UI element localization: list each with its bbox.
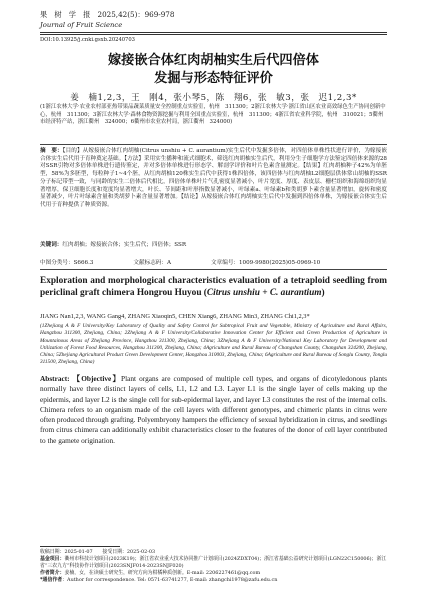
authors-en: JIANG Nan1,2,3, WANG Gang4, ZHANG Xiaoqin5, CHEN Xiang6, ZHANG Min3, ZHANG Chi1,2,3* bbox=[40, 313, 310, 320]
class-number: 中图分类号：S666.3 bbox=[40, 260, 94, 266]
footnotes bbox=[40, 549, 387, 584]
foot-fund-label: 基金项目： bbox=[40, 556, 65, 562]
abstract-en-label: Abstract: bbox=[40, 374, 70, 383]
title-en bbox=[40, 275, 387, 300]
foot-author-text: 姜楠，女，在读硕士研究生，研究方向为柑橘种质创新。E-mail: 2206227461@qq.com bbox=[64, 570, 261, 576]
abstract-cn bbox=[40, 148, 387, 210]
foot-received: 收稿日期：2025-01-07 接受日期：2025-02-03 bbox=[40, 549, 156, 555]
foot-corr: *通信作者：Author for correspondence. Tel: 0571-63741277, E-mail: zhangchi1978@zafu.edu.cn bbox=[40, 577, 278, 583]
title-cn bbox=[40, 52, 387, 88]
abstract-bottom-rule bbox=[40, 269, 387, 270]
footnote-rule bbox=[40, 546, 120, 547]
abstract-en bbox=[40, 374, 387, 446]
header-rule-thin bbox=[40, 34, 387, 35]
title-en-species: Citrus unshiu + C. aurantium bbox=[206, 288, 322, 299]
doc-code: 文献标志码：A bbox=[133, 260, 172, 266]
title-cn-line1: 嫁接嵌合体红肉胡柚实生后代四倍体 bbox=[108, 53, 319, 68]
affiliations-cn: (1浙江农林大学·农业农村部亚热带果品蔬菜质量安全控制重点实验室，杭州 311300；2浙江农林大学·浙江省山区农业高效绿色生产协同创新中心，杭州 311300；3浙江农林大学·森林食物资源挖掘与利用全国重点实验室，杭州 311300；4浙江省农业科学院，杭州 310021；5衢州市经济特产站，浙江衢州 324000；6衢州市农业农村局，浙江衢州 324000) bbox=[40, 104, 386, 126]
foot-corr-text[interactable]: Author for correspondence. Tel: 0571-63741277, E-mail: zhangchi1978@zafu.edu.cn bbox=[67, 577, 278, 583]
abstract-en-text: Plant organs are composed of multiple cell types, and organs of dicotyledonous plants normally have three distinct layers of cells, L1, L2 and L3. Layer L1 is the single layer of cells making up the epidermis, and layer L2 is the single cell for sub-epidermal layer, and layer L3 constitutes the rest of the internal cells. Chimera refers to an organism made of the cell layers with different genotypes, and chimeric plants in citrus were often produced through grafting. Polyembryony hampers the efficiency of sexual hybridization in citrus, and seedlings from citrus chimera can additionally exhibit characteristics closer to the features of the donor of cell layer contributed to the gamete origination. bbox=[40, 374, 387, 445]
classification-row bbox=[40, 258, 387, 266]
keywords-cn-label: 关键词： bbox=[40, 242, 63, 248]
foot-fund-text: 衢州市科技计划项目(2023K19)；浙江省农业重大技术协同推广计划项目(2024ZDXT04)；浙江省基础公益研究计划项目(LGN22C150006)；浙江省“三农九方”科技协作计划项目(2023SNJF014-2023SNJF020) bbox=[40, 556, 387, 569]
article-number: 文章编号：1009-9980(2025)05-0969-10 bbox=[211, 260, 321, 266]
journal-name-cn: 果 树 学 报 2025,42(5)：969-978 bbox=[40, 10, 175, 19]
abstract-cn-text: 【目的】从嫁接嵌合体红肉胡柚(Citrus unshiu + C. aurantium)实生后代中发掘多倍体，对四倍体单株性状进行评价，为嫁接嵌合体实生后代用于育种奠定基础。【方法】采用实生播种和流式细胞术，筛选红肉胡柚实生后代，利用分生子细胞学方法鉴定四倍体来源的28对SSR引物对多倍体单株进行遗传鉴定，并对多倍体单株进行形态学、解剖学评价和叶片色素含量测定。【结果】红肉胡柚种子42%为单胚型，58%为多胚型，每粒种子1~4个胚，从红肉胡柚120株实生后代中获得1株四倍体，该四倍体与红肉胡柚L2细胞层供体常山胡柚的SSR分子标记带型一致，与同龄的实生二倍体后代相比，四倍体单株叶片气孔密度显著减小，叶片宽度、厚度、表皮层、栅栏组织和海绵组织均显著增厚，保卫细胞长度和宽度均显著增大，叶长、节间距和叶形指数显著减小，叶绿素a、叶绿素b和类胡萝卜素含量显著增加，旋转和密度显著减少，叶片叶绿素含量和类胡萝卜素含量显著增加。【结论】从嫁接嵌合体红肉胡柚实生后代中发掘到四倍体单株，为嫁接嵌合体实生后代用于育种提供了种质资源。 bbox=[40, 148, 387, 208]
foot-corr-label: *通信作者 bbox=[40, 577, 63, 583]
title-en-part1: Exploration and morphological characteristics evaluation of a tetraploid seedling from periclinal graft chimera Hongrou Huyou ( bbox=[40, 276, 387, 299]
foot-author-label: 作者简介： bbox=[40, 570, 65, 576]
keywords-cn-text: 红肉胡柚；嫁接嵌合体；实生后代；四倍体；SSR bbox=[62, 242, 187, 248]
journal-header bbox=[40, 10, 174, 30]
keywords-cn bbox=[40, 242, 387, 250]
authors-cn: 姜 楠1,2,3，王 刚4，张小琴5，陈 翔6，张 敏3，张 迟1,2,3* bbox=[70, 93, 357, 103]
header-rule bbox=[40, 32, 387, 33]
title-en-part2: ) bbox=[321, 288, 325, 299]
title-cn-line2: 发掘与形态特征评价 bbox=[154, 71, 273, 86]
foot-author bbox=[40, 570, 387, 577]
doi[interactable]: DOI:10.13925/j.cnki.gsxb.20240703 bbox=[40, 37, 135, 43]
foot-fund bbox=[40, 556, 387, 570]
abstract-top-rule bbox=[40, 144, 387, 145]
abstract-en-objective: 【Objective】 bbox=[72, 374, 122, 383]
affiliations-en: (1Zhejiang A & F University/Key Laboratory of Quality and Safety Control for Subtropical Fruit and Vegetable, Ministry of Agriculture and Rural Affairs, Hangzhou 311300, Zhejiang, China; 2Zhejiang A & F University/Collaborative Innovation Center for Efficient and Green Production of Agriculture in Mountainous Areas of Zhejiang Province, Hangzhou 311300, Zhejiang, China; 3Zhejiang A & F University/National Key Laboratory for Development and Utilization of Forest Food Resources, Hangzhou 311300, Zhejiang, China; 4Agriculture and Rural Bureau of Changshan County, Changshan 324200, Zhejiang, China; 5Zhejiang Agricultural Product Green Development Center, Hangzhou 310003, Zhejiang, China; 6Agriculture and Rural Bureau of Songlu County, Tonglu 311500, Zhejiang, China) bbox=[40, 323, 387, 366]
journal-name-en: Journal of Fruit Science bbox=[40, 21, 123, 29]
abstract-cn-label: 摘 要： bbox=[40, 148, 63, 154]
